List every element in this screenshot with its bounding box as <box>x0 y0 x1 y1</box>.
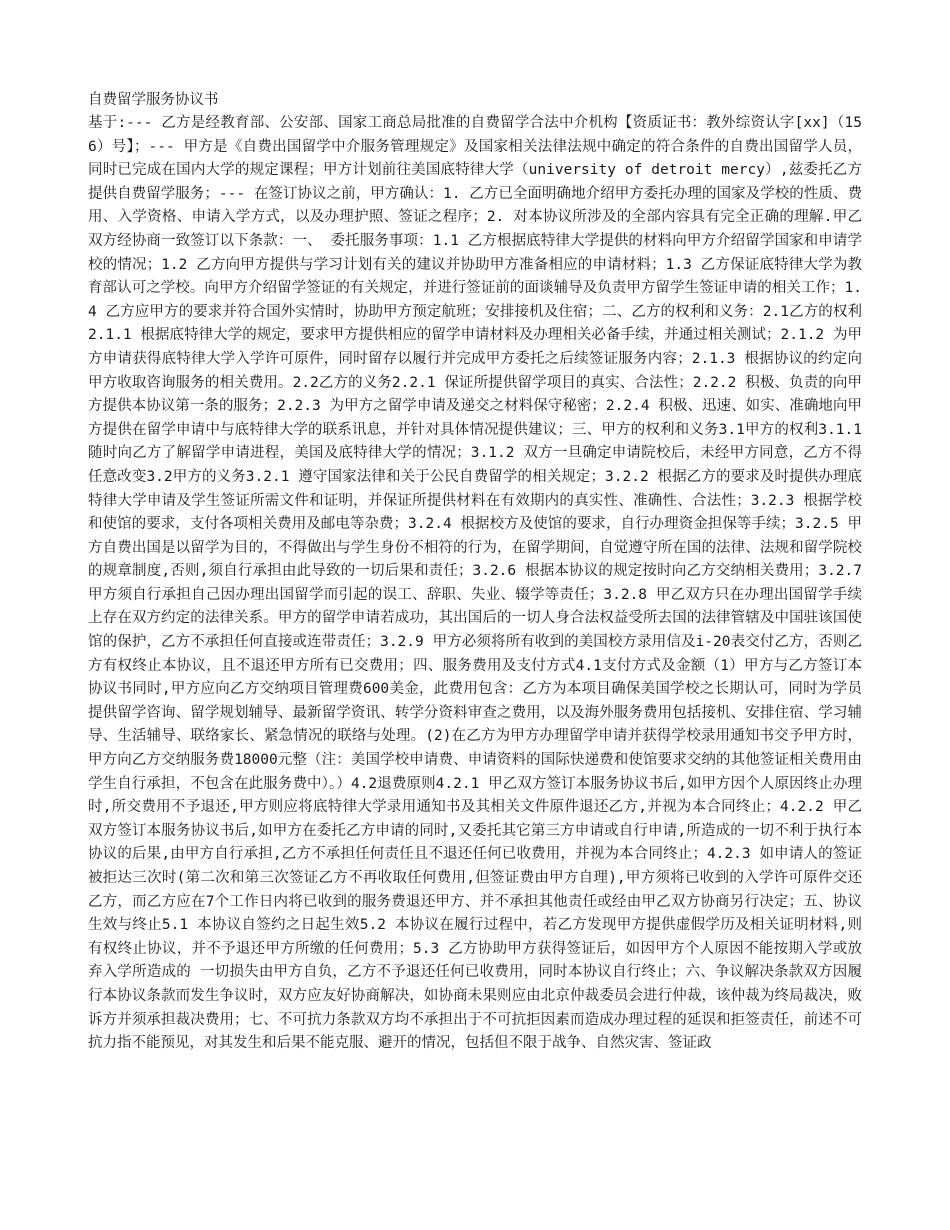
document-title: 自费留学服务协议书 <box>88 92 219 108</box>
document-body: 基于:--- 乙方是经教育部、公安部、国家工商总局批准的自费留学合法中介机构【资质证书：教外综资认字[xx]（156）号】；--- 甲方是《自费出国留学中介服务管理规定》及国家相关法律法规中确定的符合条件的自费出国留学人员，同时已完成在国内大学的规定课程；甲方计划前往美国底特律大学（university of detroit mercy）,兹委托乙方提供自费留学服务；--- 在签订协议之前，甲方确认：1. 乙方已全面明确地介绍甲方委托办理的国家及学校的性质、费用、入学资格、申请入学方式，以及办理护照、签证之程序；2. 对本协议所涉及的全部内容具有完全正确的理解.甲乙双方经协商一致签订以下条款：一、 委托服务事项：1.1 乙方根据底特律大学提供的材料向甲方介绍留学国家和申请学校的情况；1.2 乙方向甲方提供与学习计划有关的建议并协助甲方准备相应的申请材料；1.3 乙方保证底特律大学为教育部认可之学校。向甲方介绍留学签证的有关规定，并进行签证前的面谈辅导及负责甲方留学生签证申请的相关工作；1.4 乙方应甲方的要求并符合国外实情时，协助甲方预定航班；安排接机及住宿；二、乙方的权利和义务：2.1乙方的权利2.1.1 根据底特律大学的规定，要求甲方提供相应的留学申请材料及办理相关必备手续，并通过相关测试；2.1.2 为甲方申请获得底特律大学入学许可原件，同时留存以履行并完成甲方委托之后续签证服务内容；2.1.3 根据协议的约定向甲方收取咨询服务的相关费用。2.2乙方的义务2.2.1 保证所提供留学项目的真实、合法性；2.2.2 积极、负责的向甲方提供本协议第一条的服务；2.2.3 为甲方之留学申请及递交之材料保守秘密；2.2.4 积极、迅速、如实、准确地向甲方提供在留学申请中与底特律大学的联系讯息，并针对具体情况提供建议；三、甲方的权利和义务3.1甲方的权利3.1.1 随时向乙方了解留学申请进程，美国及底特律大学的情况；3.1.2 双方一旦确定申请院校后，未经甲方同意，乙方不得任意改变3.2甲方的义务3.2.1 遵守国家法律和关于公民自费留学的相关规定；3.2.2 根据乙方的要求及时提供办理底特律大学申请及学生签证所需文件和证明，并保证所提供材料在有效期内的真实性、准确性、合法性；3.2.3 根据学校和使馆的要求，支付各项相关费用及邮电等杂费；3.2.4 根据校方及使馆的要求，自行办理资金担保等手续；3.2.5 甲方自费出国是以留学为目的，不得做出与学生身份不相符的行为，在留学期间，自觉遵守所在国的法律、法规和留学院校的规章制度,否则,须自行承担由此导致的一切后果和责任；3.2.6 根据本协议的规定按时向乙方交纳相关费用；3.2.7 甲方须自行承担自己因办理出国留学而引起的误工、辞职、失业、辍学等责任；3.2.8 甲乙双方只在办理出国留学手续上存在双方约定的法律关系。甲方的留学申请若成功，其出国后的一切人身合法权益受所去国的法律管辖及中国驻该国使馆的保护，乙方不承担任何直接或连带责任；3.2.9 甲方必须将所有收到的美国校方录用信及i-20表交付乙方，否则乙方有权终止本协议，且不退还甲方所有已交费用；四、服务费用及支付方式4.1支付方式及金额（1）甲方与乙方签订本协议书同时,甲方应向乙方交纳项目管理费600美金，此费用包含：乙方为本项目确保美国学校之长期认可，同时为学员提供留学咨询、留学规划辅导、最新留学资讯、转学分资料审查之费用，以及海外服务费用包括接机、安排住宿、学习辅导、生活辅导、联络家长、紧急情况的联络与处理。(2)在乙方为甲方办理留学申请并获得学校录用通知书交予甲方时，甲方向乙方交纳服务费18000元整（注：美国学校申请费、申请资料的国际快递费和使馆要求交纳的其他签证相关费用由学生自行承担，不包含在此服务费中）。）4.2退费原则4.2.1 甲乙双方签订本服务协议书后,如甲方因个人原因终止办理时,所交费用不予退还,甲方则应将底特律大学录用通知书及其相关文件原件退还乙方,并视为本合同终止；4.2.2 甲乙双方签订本服务协议书后,如甲方在委托乙方申请的同时,又委托其它第三方申请或自行申请,所造成的一切不利于执行本协议的后果,由甲方自行承担,乙方不承担任何责任且不退还任何已收费用，并视为本合同终止；4.2.3 如申请人的签证被拒达三次时(第二次和第三次签证乙方不再收取任何费用,但签证费由甲方自理),甲方须将已收到的入学许可原件交还乙方，而乙方应在7个工作日内将已收到的服务费退还甲方、并不承担其他责任或经由甲乙双方协商另行决定；五、协议生效与终止5.1 本协议自签约之日起生效5.2 本协议在履行过程中，若乙方发现甲方提供虚假学历及相关证明材料,则有权终止协议，并不予退还甲方所缴的任何费用；5.3 乙方协助甲方获得签证后，如因甲方个人原因不能按期入学或放弃入学所造成的 一切损失由甲方自负，乙方不予退还任何已收费用，同时本协议自行终止；六、争议解决条款双方因履行本协议条款而发生争议时，双方应友好协商解决，如协商未果则应由北京仲裁委员会进行仲裁，该仲裁为终局裁决，败诉方并须承担裁决费用；七、不可抗力条款双方均不承担出于不可抗拒因素而造成办理过程的延误和拒签责任，前述不可抗力指不能预见，对其发生和后果不能克服、避开的情况，包括但不限于战争、自然灾害、签证政 <box>88 115 862 1052</box>
